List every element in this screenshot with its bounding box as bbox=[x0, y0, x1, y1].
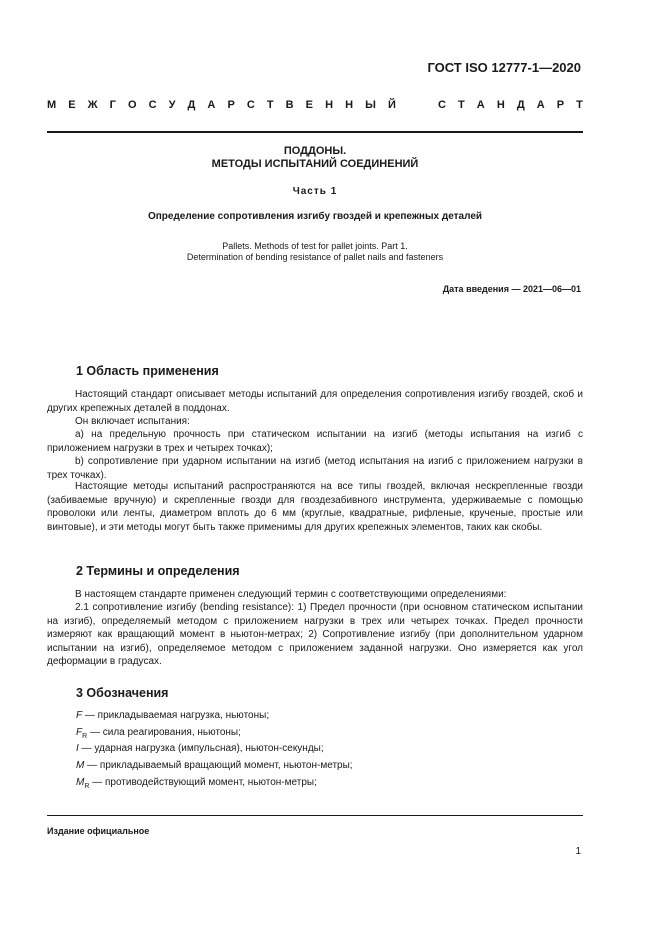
symbol-definition: — противодействующий момент, ньютон-метры; bbox=[89, 777, 317, 788]
paragraph-text: Он включает испытания: bbox=[75, 416, 190, 427]
symbol-definition: — ударная нагрузка (импульсная), ньютон-секунды; bbox=[78, 743, 324, 754]
heading-letter: Ы bbox=[365, 99, 376, 111]
symbol-definition: — прикладываемая нагрузка, ньютоны; bbox=[82, 710, 270, 721]
section-1-list-item-a bbox=[47, 428, 583, 455]
english-title-line-2: Determination of bending resistance of pallet nails and fasteners bbox=[186, 252, 444, 262]
heading-letter: Д bbox=[187, 99, 196, 111]
symbol-item bbox=[76, 777, 317, 790]
heading-letter: Н bbox=[345, 99, 354, 111]
section-2-paragraph bbox=[47, 588, 583, 602]
heading-letter: Ж bbox=[87, 99, 98, 111]
heading-letter: Р bbox=[227, 99, 235, 111]
section-2-heading: 2 Термины и определения bbox=[76, 564, 240, 578]
interstate-standard-heading bbox=[47, 99, 583, 111]
section-1-heading: 1 Область применения bbox=[76, 364, 219, 378]
heading-letter: А bbox=[536, 99, 545, 111]
symbol-subscript: R bbox=[82, 733, 88, 740]
heading-letter: А bbox=[476, 99, 485, 111]
paragraph-text: 2.1 сопротивление изгибу (bending resistance): 1) Предел прочности (при основном статическом испытании на изгиб), определяемый методом с приложением нагрузки в трех или четырех точках. Предел прочности измеряют как вращающий момент в ньютон-метрах; 2) Сопротивление изгибу (при дополнительном ударном испытании на изгиб), определяемое методом с приложением заданной нагрузки. Оно измеряется как угол деформации в градусах. bbox=[47, 602, 583, 668]
page-number: 1 bbox=[575, 846, 581, 857]
symbol: M bbox=[76, 777, 85, 788]
official-edition-label: Издание официальное bbox=[47, 826, 150, 836]
title-line-1: ПОДДОНЫ. bbox=[283, 145, 347, 157]
section-1-list-item-b bbox=[47, 455, 583, 482]
heading-word-gap bbox=[408, 99, 426, 111]
introduction-date: Дата введения — 2021—06—01 bbox=[442, 284, 581, 294]
heading-letter: М bbox=[47, 99, 57, 111]
part-number: Часть 1 bbox=[292, 186, 338, 197]
heading-letter: Д bbox=[516, 99, 525, 111]
standard-number: ГОСТ ISO 12777-1—2020 bbox=[427, 60, 581, 75]
heading-letter: Г bbox=[109, 99, 116, 111]
paragraph-text: a) на предельную прочность при статическом испытании на изгиб (методы испытания на изгиб с приложением нагрузки в трех и четырех точках); bbox=[47, 429, 583, 454]
symbol: I bbox=[76, 743, 79, 754]
paragraph-text: В настоящем стандарте применен следующий термин с соответствующими определениями: bbox=[75, 589, 507, 600]
heading-letter: А bbox=[207, 99, 216, 111]
heading-letter: С bbox=[148, 99, 157, 111]
heading-letter: С bbox=[246, 99, 255, 111]
section-3-heading: 3 Обозначения bbox=[76, 686, 169, 700]
symbol: F bbox=[76, 710, 83, 721]
paragraph-text: Настоящие методы испытаний распространяются на все типы гвоздей, включая нескрепленные гвозди (забиваемые вручную) и скрепленные гвозди для гвоздезабивного инструмента, удерживаемые с помощью проволоки или ленты, диаметром вплоть до 6 мм (круглые, квадратные, рифленые, крученые, простые или винтовые), и эти методы могут быть также применимы для других крепежных элементов, таких как скобы. bbox=[47, 481, 583, 533]
symbol: F bbox=[76, 727, 83, 738]
section-1-paragraph bbox=[47, 480, 583, 534]
heading-letter: Т bbox=[266, 99, 274, 111]
symbol-subscript: R bbox=[84, 783, 90, 790]
heading-letter: Т bbox=[576, 99, 583, 111]
subtitle: Определение сопротивления изгибу гвоздей и крепежных деталей bbox=[147, 211, 483, 222]
heading-letter: Й bbox=[387, 99, 396, 111]
heading-letter: Е bbox=[68, 99, 76, 111]
heading-letter: У bbox=[168, 99, 176, 111]
heading-letter: Н bbox=[325, 99, 334, 111]
title-line-2: МЕТОДЫ ИСПЫТАНИЙ СОЕДИНЕНИЙ bbox=[211, 158, 419, 170]
symbol-item bbox=[76, 710, 269, 723]
symbol: M bbox=[76, 760, 85, 771]
header-rule bbox=[47, 131, 583, 133]
symbol-item bbox=[76, 727, 241, 740]
section-1-paragraph bbox=[47, 415, 583, 429]
paragraph-text: Настоящий стандарт описывает методы испытаний для определения сопротивления изгибу гвоздей, скоб и других крепежных деталей в поддонах. bbox=[47, 389, 583, 414]
heading-letter: Т bbox=[458, 99, 465, 111]
symbol-definition: — прикладываемый вращающий момент, ньютон-метры; bbox=[84, 760, 353, 771]
symbol-definition: — сила реагирования, ньютоны; bbox=[87, 727, 241, 738]
heading-letter: В bbox=[285, 99, 294, 111]
english-title-line-1: Pallets. Methods of test for pallet joints. Part 1. bbox=[222, 241, 408, 251]
footer-rule bbox=[47, 815, 583, 816]
heading-letter: Н bbox=[496, 99, 505, 111]
section-2-definition bbox=[47, 601, 583, 669]
paragraph-text: b) сопротивление при ударном испытании на изгиб (метод испытания на изгиб с приложением нагрузки в трех точках). bbox=[47, 456, 583, 481]
heading-letter: О bbox=[127, 99, 137, 111]
symbol-item bbox=[76, 743, 324, 756]
symbol-item bbox=[76, 760, 353, 773]
heading-letter: Е bbox=[305, 99, 314, 111]
heading-letter: Р bbox=[556, 99, 565, 111]
heading-letter: С bbox=[437, 99, 446, 111]
section-1-paragraph bbox=[47, 388, 583, 415]
